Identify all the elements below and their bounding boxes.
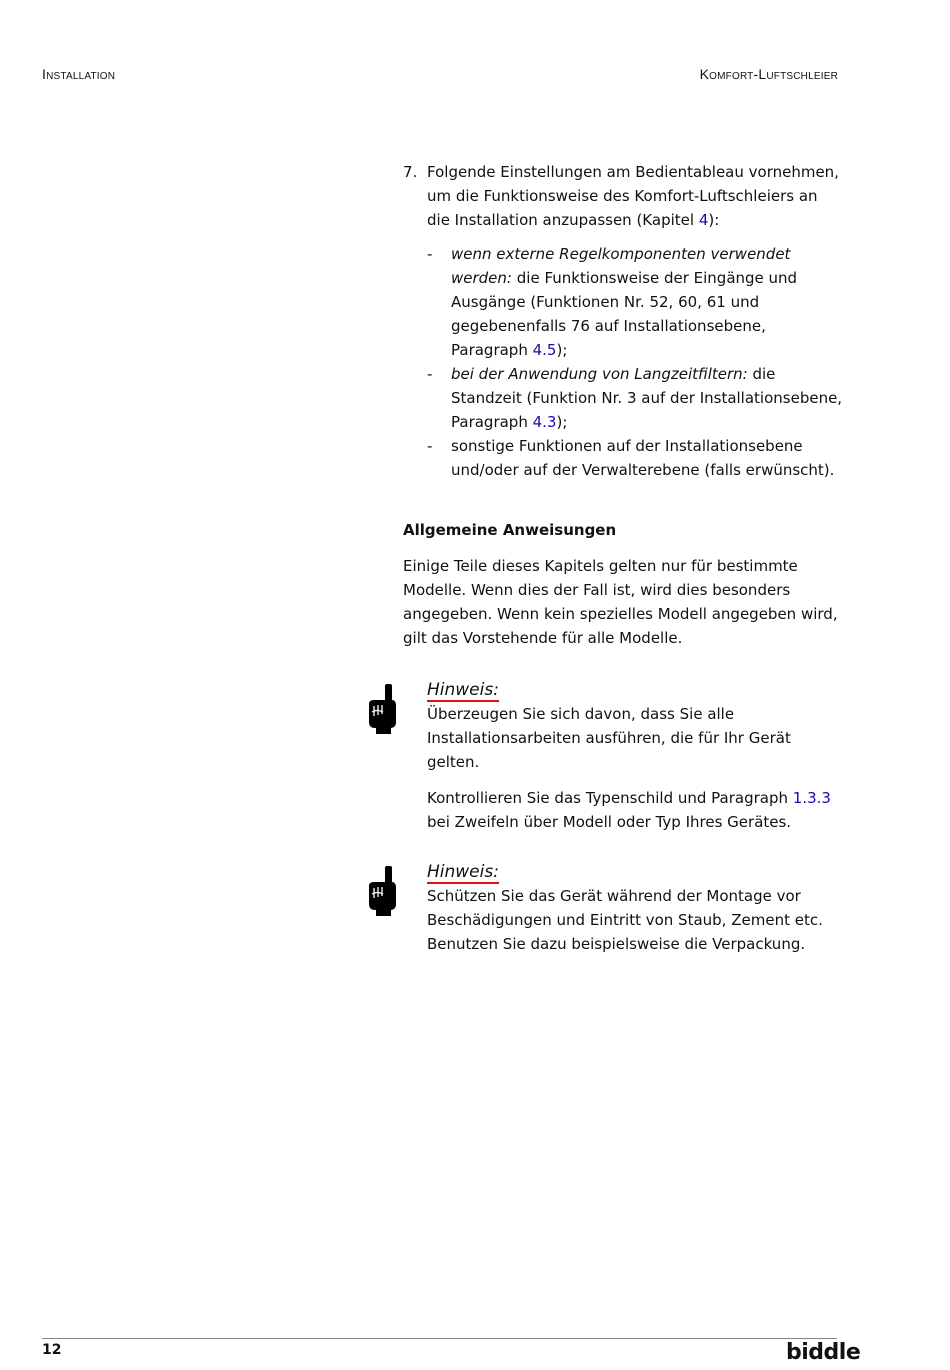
list-dash: - <box>427 245 433 263</box>
step-number: 7. <box>403 163 418 181</box>
note-block <box>403 678 843 834</box>
list-item-condition: wenn externe Regelkomponenten verwendet werden: <box>451 245 791 287</box>
note-paragraph: Schützen Sie das Gerät während der Montage vor Beschädigungen und Eintritt von Staub, Zement etc. Benutzen Sie dazu beispielsweise die Verpackung. <box>427 887 823 953</box>
paragraph-link[interactable]: 4.5 <box>532 341 557 359</box>
header-document-title: Komfort-Luftschleier <box>699 66 838 82</box>
list-item-tail: ); <box>556 413 568 431</box>
paragraph-link[interactable]: 4.3 <box>532 413 557 431</box>
general-paragraph: Einige Teile dieses Kapitels gelten nur für bestimmte Modelle. Wenn dies der Fall ist, wird dies besonders angegeben. Wenn kein spezielles Modell angegeben wird, gilt das Vorstehende für alle Modelle. <box>403 557 838 647</box>
note-paragraph: Überzeugen Sie sich davon, dass Sie alle Installationsarbeiten ausführen, die für Ihr Gerät gelten. <box>427 705 791 771</box>
note-text: Kontrollieren Sie das Typenschild und Paragraph <box>427 789 793 807</box>
list-item-tail: ); <box>556 341 568 359</box>
pointing-hand-icon <box>365 682 399 734</box>
step-7 <box>403 160 843 232</box>
list-item <box>427 434 843 482</box>
list-dash: - <box>427 437 433 455</box>
page-number: 12 <box>42 1342 62 1358</box>
list-item-text: die Funktionsweise der Eingänge und Ausgänge (Funktionen Nr. 52, 60, 61 und gegebenenfalls 76 auf Installationsebene, Paragraph <box>451 269 798 359</box>
brand-logo: biddle <box>786 1340 861 1365</box>
section-heading: Allgemeine Anweisungen <box>403 521 617 539</box>
footer-divider <box>42 1338 837 1339</box>
step-text-tail: ): <box>708 211 720 229</box>
list-item-text: die Standzeit (Funktion Nr. 3 auf der Installationsebene, Paragraph <box>451 365 843 431</box>
paragraph-link[interactable]: 1.3.3 <box>792 789 831 807</box>
note-block <box>403 860 843 956</box>
step-text: Folgende Einstellungen am Bedientableau vornehmen, um die Funktionsweise des Komfort-Luftschleiers an die Installation anzupassen (Kapitel <box>427 163 839 229</box>
list-item <box>427 242 843 362</box>
main-content <box>403 160 843 956</box>
list-item <box>427 362 843 434</box>
list-item-text: sonstige Funktionen auf der Installationsebene und/oder auf der Verwalterebene (falls erwünscht). <box>451 437 835 479</box>
list-item-condition: bei der Anwendung von Langzeitfiltern: <box>451 365 748 383</box>
header-section-title: Installation <box>42 66 116 82</box>
note-paragraph-2 <box>427 786 843 834</box>
note-title: Hinweis: <box>427 680 499 700</box>
note-text-tail: bei Zweifeln über Modell oder Typ Ihres Gerätes. <box>427 813 792 831</box>
settings-list <box>403 242 843 482</box>
note-title: Hinweis: <box>427 862 499 882</box>
list-dash: - <box>427 365 433 383</box>
pointing-hand-icon <box>365 864 399 916</box>
chapter-link[interactable]: 4 <box>698 211 709 229</box>
